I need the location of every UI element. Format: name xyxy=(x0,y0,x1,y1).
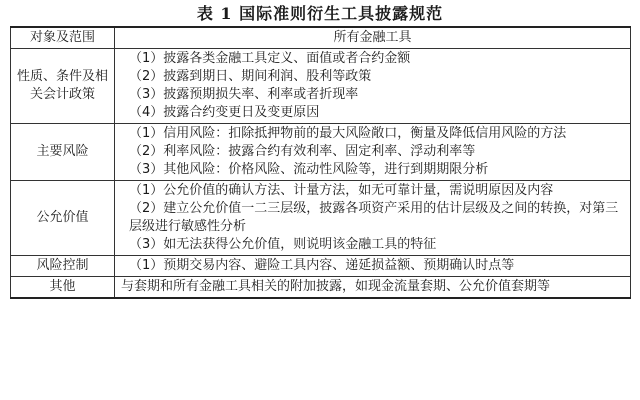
row-content-nature xyxy=(115,49,631,124)
table-row xyxy=(11,49,631,124)
table-row xyxy=(11,256,631,277)
list-item: （3）披露预期损失率、利率或者折现率 xyxy=(129,87,359,102)
table-header-row xyxy=(11,27,631,49)
list-item: （3）如无法获得公允价值，则说明该金融工具的特征 xyxy=(129,237,437,252)
list-item: 与套期和所有金融工具相关的附加披露，如现金流量套期、公允价值套期等 xyxy=(121,279,551,294)
row-label-risk-control: 风险控制 xyxy=(11,256,115,277)
list-item: （2）披露到期日、期间利润、股利等政策 xyxy=(129,69,372,84)
row-label-fair-value: 公允价值 xyxy=(11,181,115,256)
disclosure-table xyxy=(10,26,631,299)
row-content-other xyxy=(115,277,631,299)
row-content-risk xyxy=(115,124,631,181)
table-row xyxy=(11,277,631,299)
header-all-instruments: 所有金融工具 xyxy=(115,27,631,49)
list-item: （1）预期交易内容、避险工具内容、递延损益额、预期确认时点等 xyxy=(129,258,515,273)
header-scope: 对象及范围 xyxy=(11,27,115,49)
row-content-risk-control xyxy=(115,256,631,277)
list-item: （1）信用风险：扣除抵押物前的最大风险敞口，衡量及降低信用风险的方法 xyxy=(129,126,567,141)
list-item: （2）利率风险：披露合约有效利率、固定利率、浮动利率等 xyxy=(129,144,476,159)
row-label-other: 其他 xyxy=(11,277,115,299)
row-label-nature: 性质、条件及相关会计政策 xyxy=(11,49,115,124)
list-item: （1）披露各类金融工具定义、面值或者合约金额 xyxy=(129,51,411,66)
list-item: （2）建立公允价值一二三层级，披露各项资产采用的估计层级及之间的转换，对第三层级进行敏感性分析 xyxy=(129,201,619,234)
table-row xyxy=(11,181,631,256)
row-label-risk: 主要风险 xyxy=(11,124,115,181)
table-row xyxy=(11,124,631,181)
table-caption: 表 1 国际准则衍生工具披露规范 xyxy=(196,4,444,23)
list-item: （4）披露合约变更日及变更原因 xyxy=(129,105,320,120)
row-content-fair-value xyxy=(115,181,631,256)
list-item: （3）其他风险：价格风险、流动性风险等，进行到期期限分析 xyxy=(129,162,489,177)
list-item: （1）公允价值的确认方法、计量方法，如无可靠计量，需说明原因及内容 xyxy=(129,183,554,198)
